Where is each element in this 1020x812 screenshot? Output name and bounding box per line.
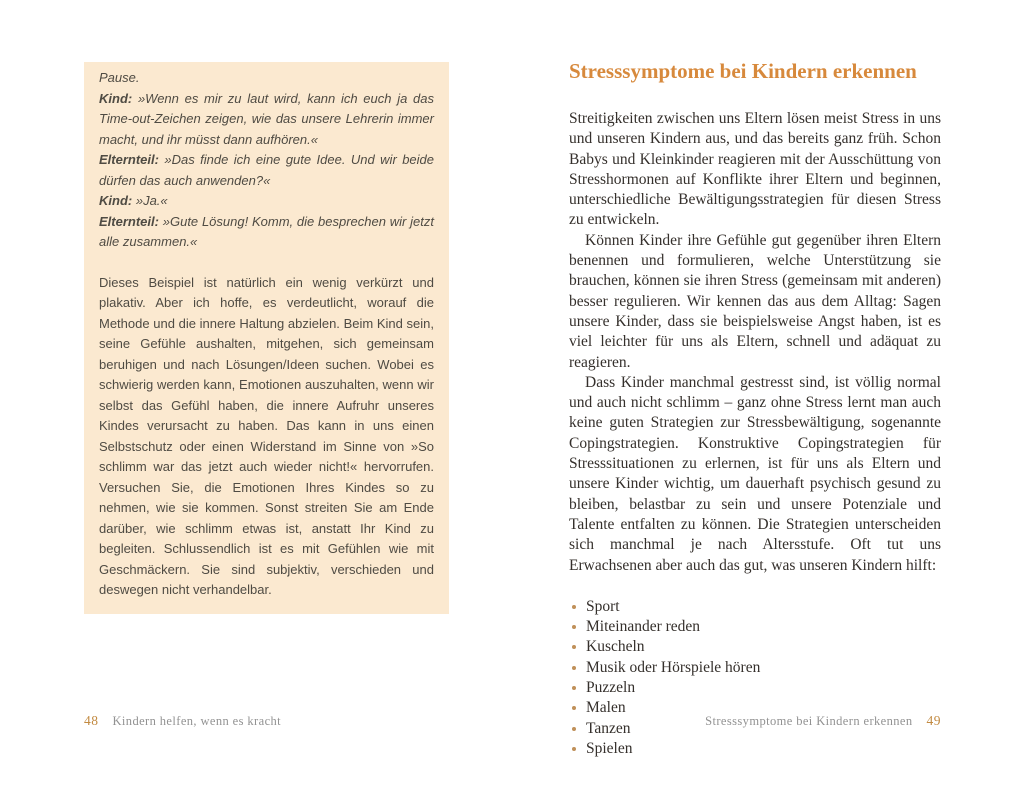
chapter-content bbox=[569, 58, 941, 759]
speaker-label: Kind: bbox=[99, 90, 133, 106]
speaker-label: Elternteil: bbox=[99, 152, 159, 167]
list-item: Sport bbox=[569, 597, 941, 617]
left-page-number: 48 bbox=[84, 713, 99, 728]
right-page-footer bbox=[705, 713, 941, 729]
left-running-title: Kindern helfen, wenn es kracht bbox=[112, 714, 282, 728]
list-item: Musik oder Hörspiele hören bbox=[569, 658, 941, 678]
body-paragraph: Streitigkeiten zwischen uns Eltern lösen meist Stress in uns und unseren Kindern aus, und das bereits ganz früh. Schon Babys und Kleinkinder reagieren mit der Ausschüttung von Stresshormonen auf Konflikte ihrer Eltern und beginnen, unterschiedliche Bewältigungsstrategien für diesen Stress zu entwickeln. bbox=[569, 110, 941, 229]
dialogue-line bbox=[99, 150, 434, 191]
right-running-title: Stresssymptome bei Kindern erkennen bbox=[705, 714, 913, 728]
list-item: Malen bbox=[569, 698, 941, 718]
chapter-heading: Stresssymptome bei Kindern erkennen bbox=[569, 59, 917, 83]
dialogue-line bbox=[99, 89, 434, 151]
body-paragraph: Dass Kinder manchmal gestresst sind, ist völlig normal und auch nicht schlimm – ganz ohne Stress lernt man auch keine guten Strategien zur Stressbewältigung, sogenannte Copingstrategien. Konstruktive Copingstrategien für Stresssituationen zu erlernen, ist für uns als Eltern und unsere Kinder wichtig, um dauerhaft psychisch gesund zu bleiben, belastbar zu sein und unsere Potenziale und Talente entfalten zu können. Die Strategien unterscheiden sich manchmal je nach Altersstufe. Oft tut uns Erwachsenen aber auch das gut, was unseren Kindern hilft: bbox=[569, 373, 941, 574]
body-paragraph: Können Kinder ihre Gefühle gut gegenüber ihren Eltern benennen und formulieren, welche Unterstützung sie brauchen, können sie ihren Stress (gemeinsam mit anderen) besser regulieren. Wir kennen das aus dem Alltag: Sagen unsere Kinder, dass sie beispielsweise Angst haben, ist es viel leichter für uns als Eltern, schnell und adäquat zu reagieren. bbox=[569, 231, 941, 371]
left-page-footer bbox=[84, 713, 281, 729]
right-page-number: 49 bbox=[926, 713, 941, 728]
speaker-label: Elternteil: bbox=[99, 213, 159, 229]
stage-direction bbox=[99, 68, 434, 89]
stage-direction-text: Pause. bbox=[99, 70, 140, 85]
dialogue-line bbox=[99, 191, 434, 212]
commentary-paragraph: Dieses Beispiel ist natürlich ein wenig verkürzt und plakativ. Aber ich hoffe, es verdeutlicht, worauf die Methode und die innere Haltung abzielen. Beim Kind sein, seine Gefühle aushalten, mitgehen, sich gemeinsam beruhigen und nach Lösungen/Ideen suchen. Wobei es schwierig werden kann, Emotionen auszuhalten, wenn wir selbst das Gefühl haben, die innere Aufruhr unseres Kindes verursacht zu haben. Das kann in uns einen Selbstschutz oder einen Widerstand im Sinne von »So schlimm war das jetzt auch wieder nicht!« hervorrufen. Versuchen Sie, die Emotionen Ihres Kindes so zu nehmen, wie sie kommen. Sonst streiten Sie am Ende darüber, wie schlimm etwas ist, anstatt Ihr Kind zu begleiten. Schlussendlich ist es mit Gefühlen wie mit Geschmäckern. Sie sind subjektiv, verschieden und deswegen nicht verhandelbar. bbox=[99, 274, 434, 597]
dialogue-line bbox=[99, 212, 434, 253]
dialogue-text: »Wenn es mir zu laut wird, kann ich euch ja das Time-out-Zeichen zeigen, wie das unsere Lehrerin immer macht, und ihr müsst dann aufhören.« bbox=[99, 90, 434, 147]
list-item: Kuscheln bbox=[569, 637, 941, 657]
list-item: Miteinander reden bbox=[569, 617, 941, 637]
list-item: Puzzeln bbox=[569, 678, 941, 698]
coping-strategies-list bbox=[569, 597, 941, 759]
dialogue-example-box bbox=[84, 62, 449, 614]
speaker-label: Kind: bbox=[99, 193, 133, 208]
dialogue-text: »Gute Lösung! Komm, die besprechen wir jetzt alle zusammen.« bbox=[99, 213, 434, 249]
list-item: Spielen bbox=[569, 739, 941, 759]
list-item: Tanzen bbox=[569, 719, 941, 739]
dialogue-text: »Das finde ich eine gute Idee. Und wir beide dürfen das auch anwenden?« bbox=[99, 152, 434, 188]
dialogue-text: »Ja.« bbox=[135, 193, 168, 208]
